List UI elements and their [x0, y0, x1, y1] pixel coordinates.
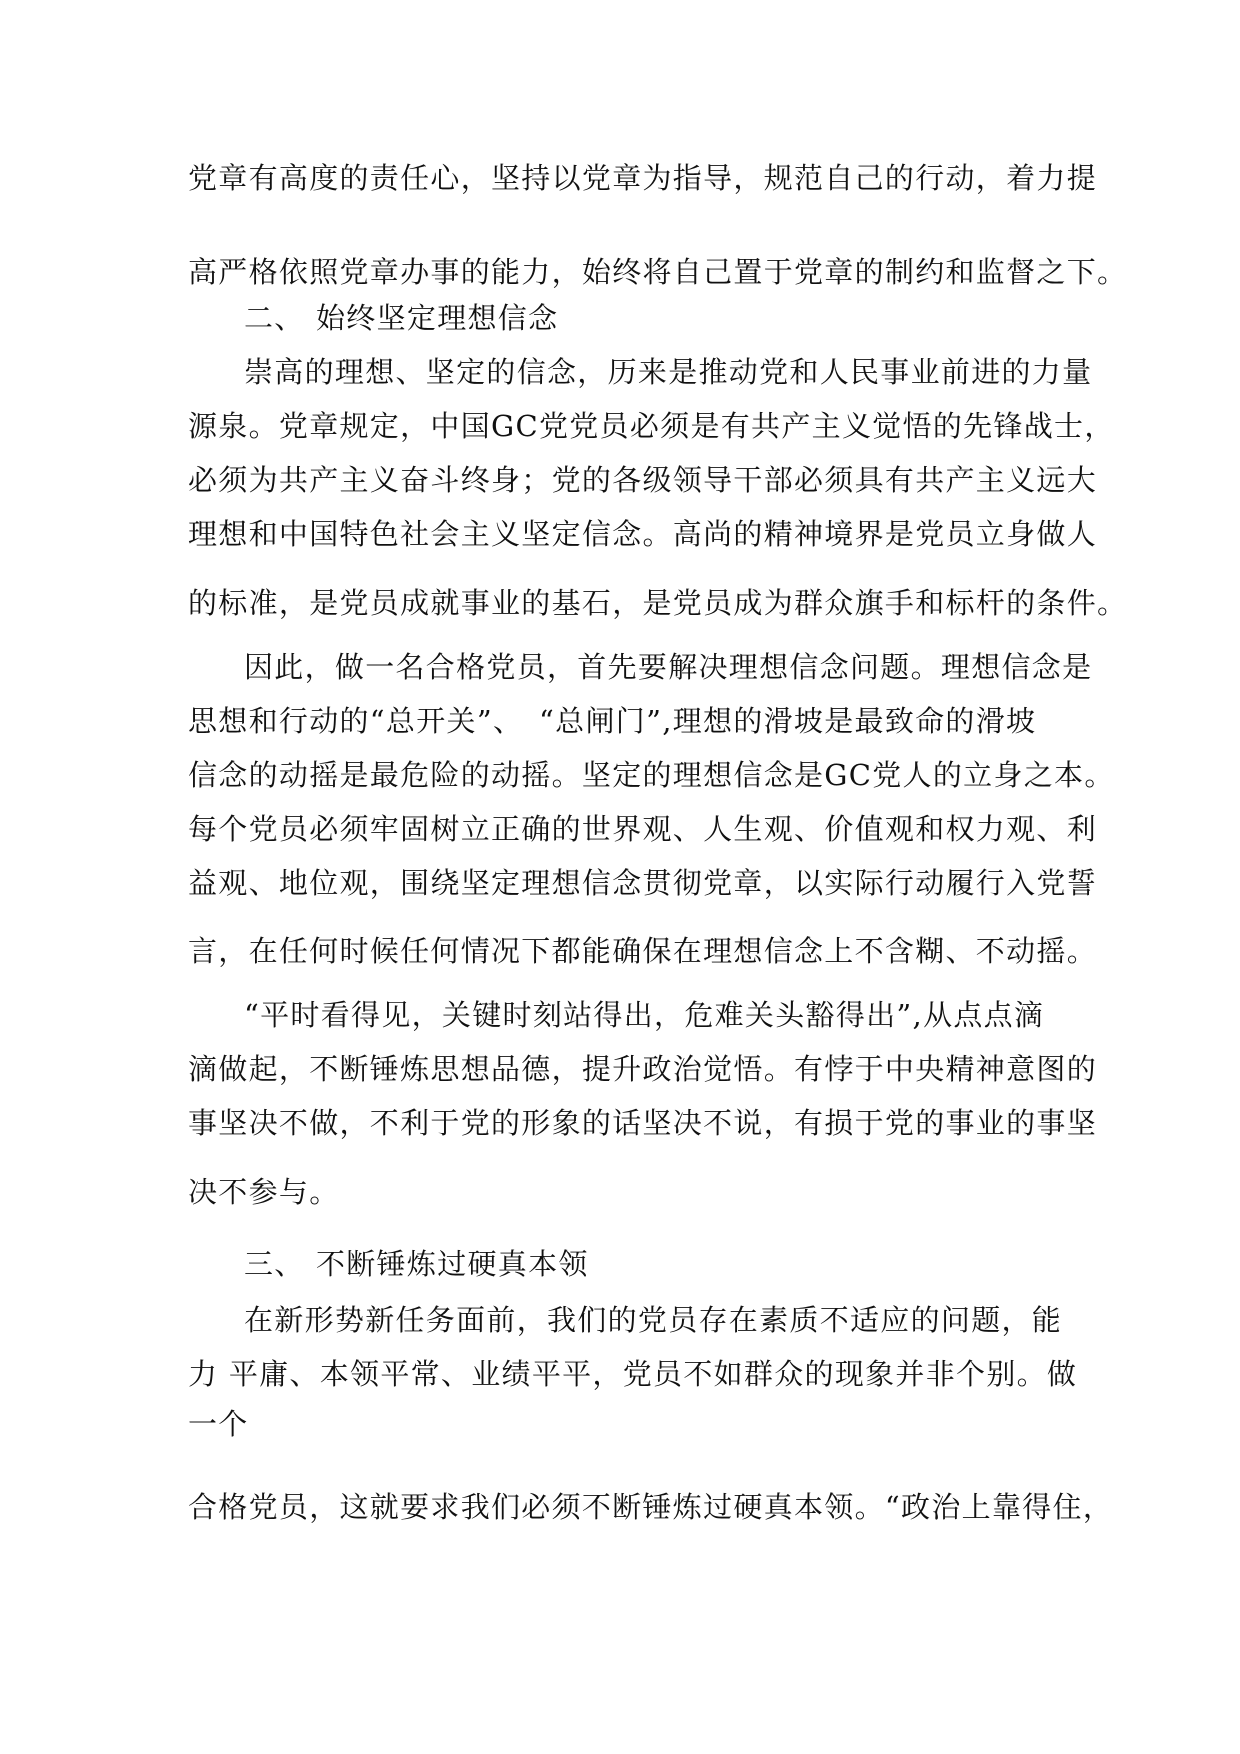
section-number: 二、 [244, 301, 305, 335]
text-line: 力 平庸、本领平常、业绩平平，党员不如群众的现象并非个别。做 [188, 1357, 1078, 1391]
text-line: 每个党员必须牢固树立正确的世界观、人生观、价值观和权力观、利 [188, 812, 1098, 846]
text-line: 理想和中国特色社会主义坚定信念。高尚的精神境界是党员立身做人 [188, 517, 1098, 551]
text-line: 事坚决不做，不利于党的形象的话坚决不说，有损于党的事业的事坚 [188, 1106, 1098, 1140]
text-line: 源泉。党章规定，中国GC党党员必须是有共产主义觉悟的先锋战士， [188, 409, 1115, 443]
text-line: 益观、地位观，围绕坚定理想信念贯彻党章，以实际行动履行入党誓 [188, 866, 1098, 900]
section-title: 始终坚定理想信念 [316, 301, 559, 335]
text-line: 思想和行动的“总开关”、 “总闸门”,理想的滑坡是最致命的滑坡 [188, 704, 1037, 738]
text-line: 滴做起，不断锤炼思想品德，提升政治觉悟。有悖于中央精神意图的 [188, 1052, 1098, 1086]
text-line: 合格党员，这就要求我们必须不断锤炼过硬真本领。“政治上靠得住， [188, 1490, 1114, 1524]
text-line: 一个 [188, 1407, 249, 1441]
section-heading [244, 298, 558, 338]
text-line: 决不参与。 [188, 1175, 340, 1209]
text-line: 必须为共产主义奋斗终身；党的各级领导干部必须具有共产主义远大 [188, 463, 1098, 497]
text-line: 崇高的理想、坚定的信念，历来是推动党和人民事业前进的力量 [244, 355, 1093, 389]
text-line: 因此，做一名合格党员，首先要解决理想信念问题。理想信念是 [244, 650, 1093, 684]
text-line: 的标准，是党员成就事业的基石，是党员成为群众旗手和标杆的条件。 [188, 586, 1128, 620]
text-line: 言，在任何时候任何情况下都能确保在理想信念上不含糊、不动摇。 [188, 934, 1098, 968]
text-line: 党章有高度的责任心，坚持以党章为指导，规范自己的行动，着力提 [188, 161, 1098, 195]
section-number: 三、 [244, 1247, 305, 1281]
text-line: “平时看得见，关键时刻站得出，危难关头豁得出”,从点点滴 [244, 998, 1045, 1032]
text-line: 信念的动摇是最危险的动摇。坚定的理想信念是GC党人的立身之本。 [188, 758, 1115, 792]
text-line: 在新形势新任务面前，我们的党员存在素质不适应的问题，能 [244, 1303, 1063, 1337]
text-line: 高严格依照党章办事的能力，始终将自己置于党章的制约和监督之下。 [188, 255, 1128, 289]
section-title: 不断锤炼过硬真本领 [316, 1247, 589, 1281]
section-heading [244, 1244, 589, 1284]
